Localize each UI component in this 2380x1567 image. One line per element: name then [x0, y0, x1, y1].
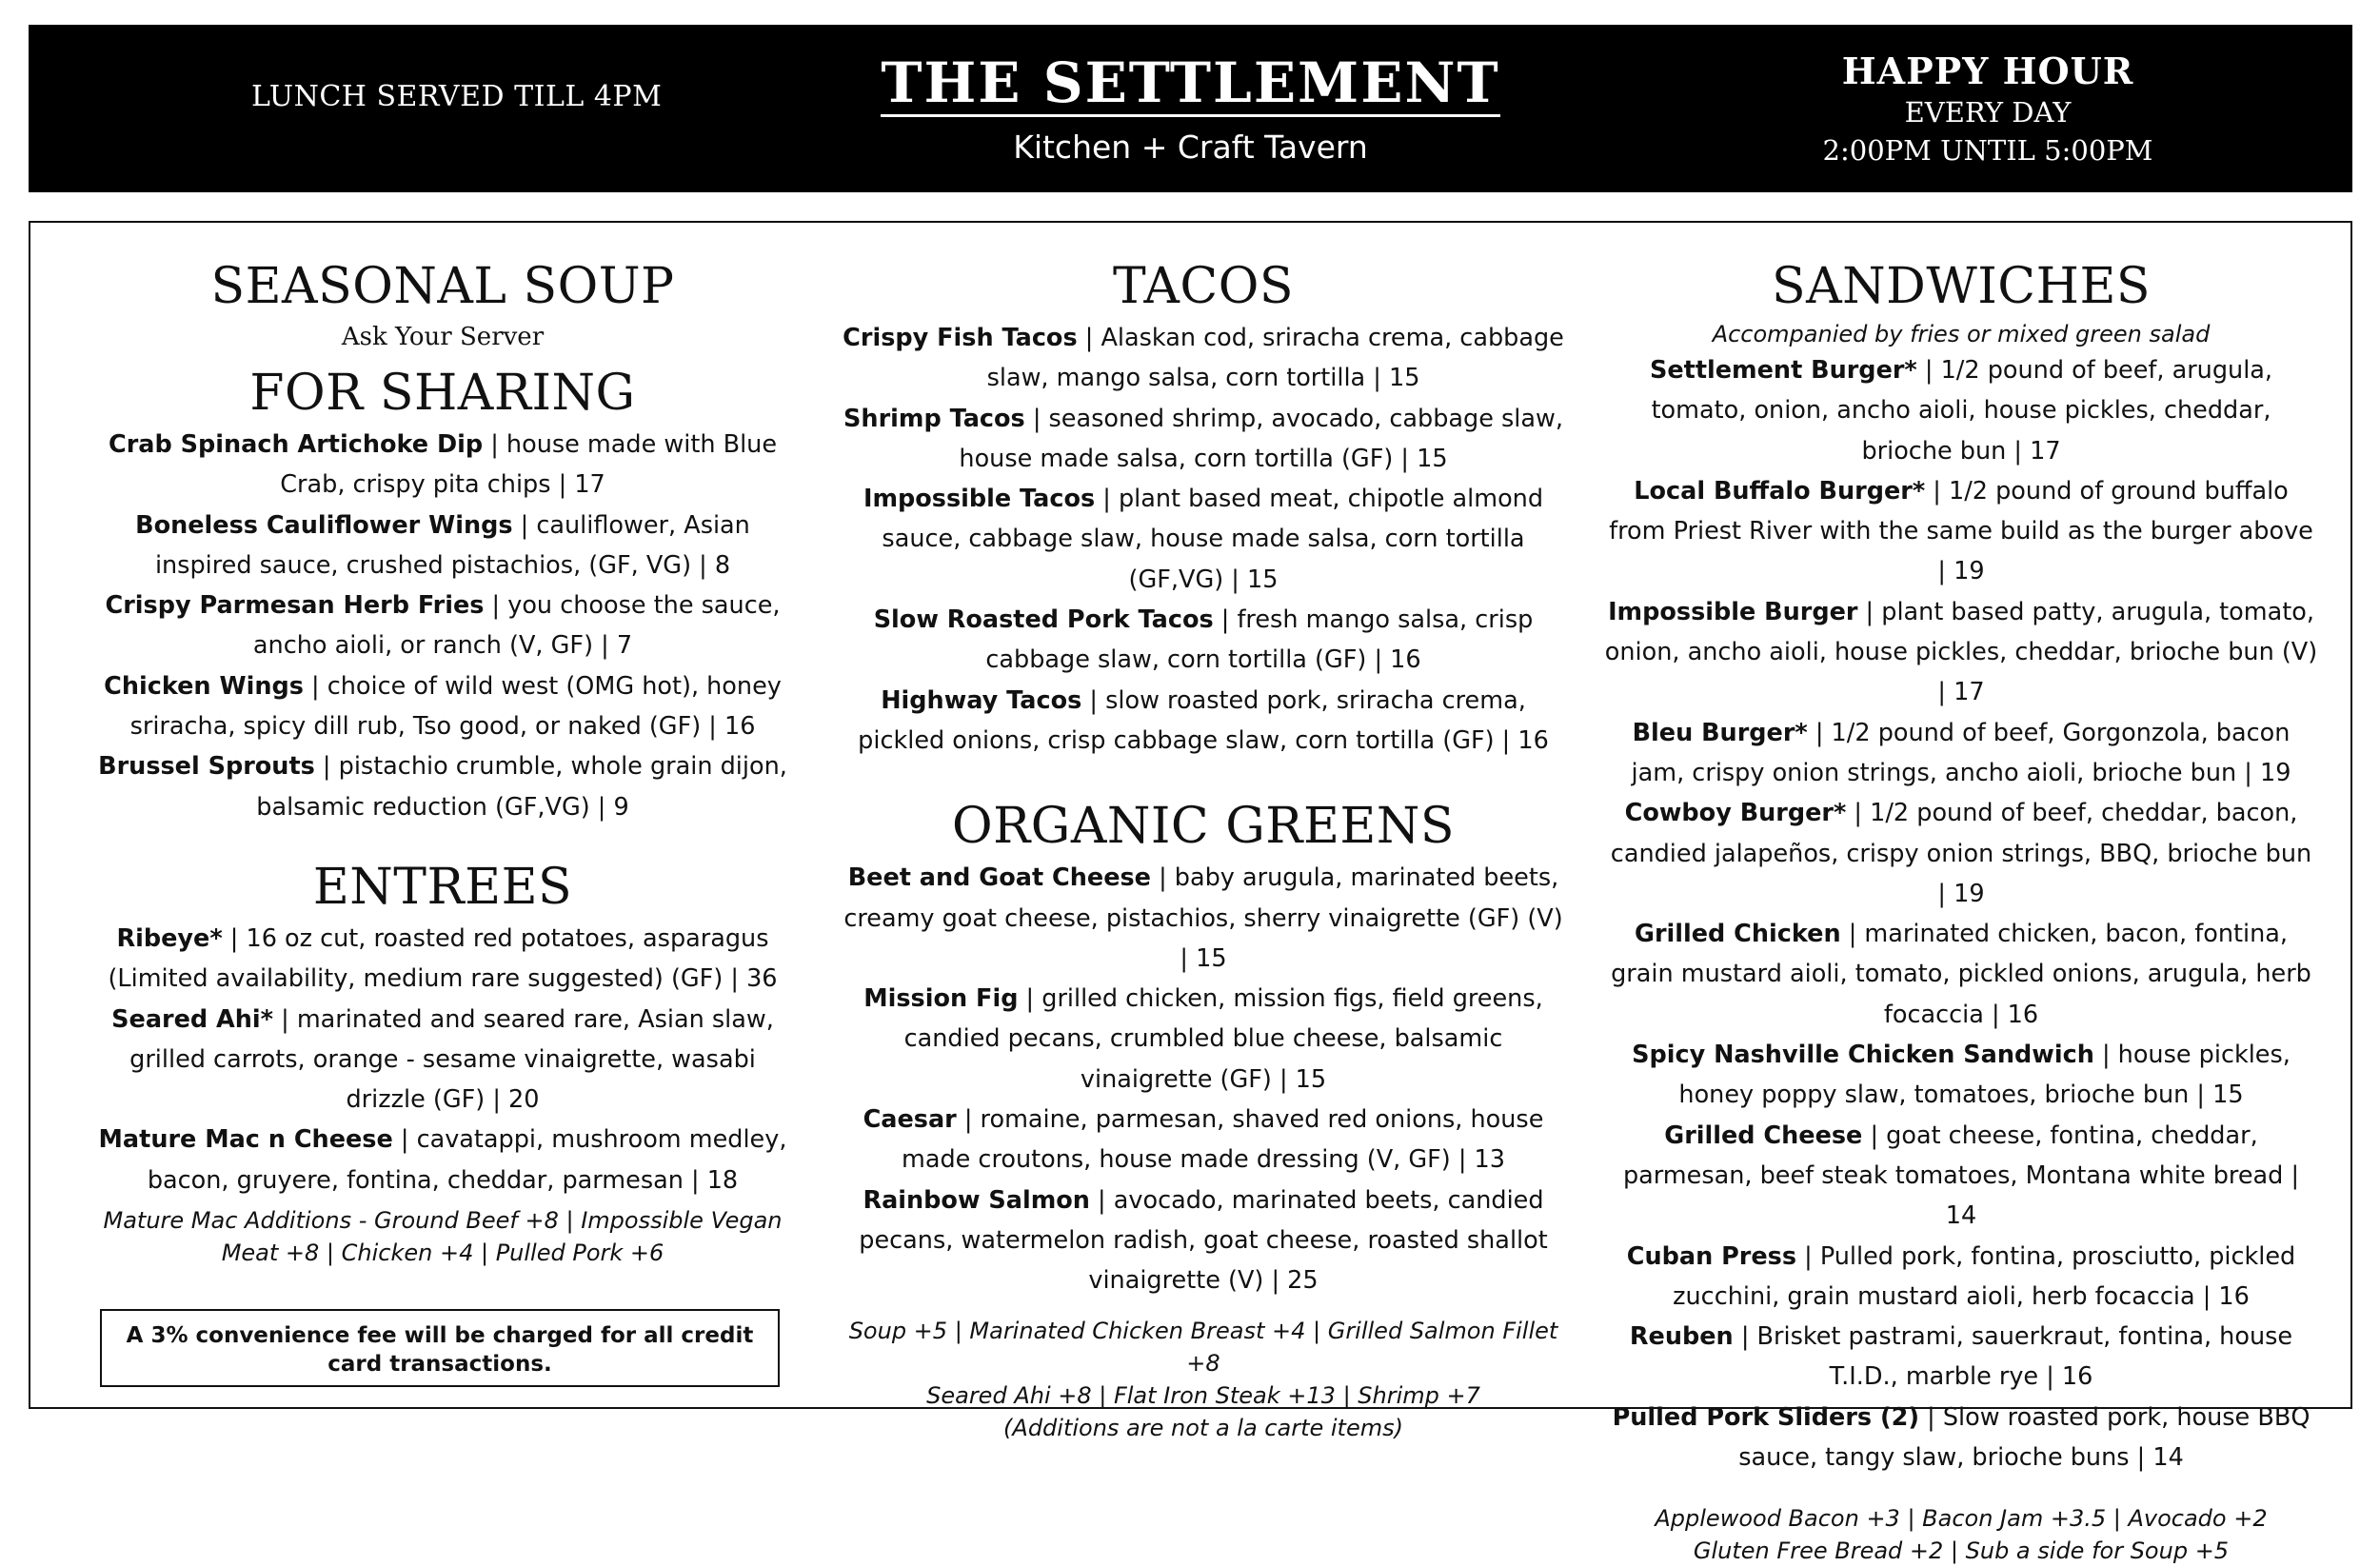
sandwich-additions: Applewood Bacon +3 | Bacon Jam +3.5 | Avocado +2	[1655, 1505, 2268, 1533]
menu-item-name: Shrimp Tacos	[843, 404, 1025, 433]
menu-item-description: | cauliflower, Asian inspired sauce, crushed pistachios, (GF, VG) | 8	[154, 510, 750, 580]
column-middle	[843, 255, 1564, 1444]
section-title: SANDWICHES	[1771, 258, 2152, 315]
menu-item-name: Grilled Cheese	[1664, 1121, 1863, 1150]
menu-item-name: Boneless Cauliflower Wings	[135, 510, 513, 540]
menu-item	[843, 600, 1564, 681]
menu-item	[89, 585, 796, 666]
menu-item-name: Slow Roasted Pork Tacos	[873, 605, 1214, 635]
menu-item-name: Crab Spinach Artichoke Dip	[108, 430, 484, 459]
menu-item-description: | 1/2 pound of beef, Gorgonzola, bacon jam, crispy onion strings, ancho aioli, brioche bun | 19	[1631, 718, 2291, 787]
menu-item-description: | 1/2 pound of beef, arugula, tomato, onion, ancho aioli, house pickles, cheddar, brioche bun | 17	[1651, 356, 2273, 466]
menu-item	[89, 425, 796, 506]
menu-item	[843, 399, 1564, 480]
menu-item-description: | Brisket pastrami, sauerkraut, fontina, house T.I.D., marble rye | 16	[1733, 1322, 2293, 1392]
sandwiches-note: Accompanied by fries or mixed green salad	[1712, 321, 2211, 347]
menu-item-name: Crispy Fish Tacos	[843, 324, 1078, 352]
menu-item-description: | 16 oz cut, roasted red potatoes, asparagus (Limited availability, medium rare suggested) (GF) | 36	[108, 923, 778, 994]
menu-item-name: Mission Fig	[863, 984, 1019, 1014]
menu-item-description: | cavatappi, mushroom medley, bacon, gruyere, fontina, cheddar, parmesan | 18	[147, 1125, 787, 1195]
greens-list	[843, 858, 1564, 1300]
menu-item	[1604, 1116, 2318, 1237]
menu-item	[1604, 1237, 2318, 1318]
greens-additions: (Additions are not a la carte items)	[1003, 1414, 1403, 1441]
menu-item-description: | house pickles, honey poppy slaw, tomatoes, brioche bun | 15	[1678, 1041, 2291, 1110]
column-left	[89, 255, 796, 1269]
menu-item-name: Highway Tacos	[881, 685, 1082, 715]
menu-item	[843, 318, 1564, 399]
lunch-hours: LUNCH SERVED TILL 4PM	[251, 80, 663, 113]
menu-item	[1604, 471, 2318, 592]
restaurant-subtitle: Kitchen + Craft Tavern	[1013, 129, 1368, 166]
fee-text: A 3% convenience fee will be charged for all credit card transactions.	[126, 1323, 754, 1377]
menu-item-name: Ribeye*	[116, 923, 223, 953]
menu-item-description: | 1/2 pound of ground buffalo from Priest River with the same build as the burger above | 19	[1609, 476, 2313, 586]
section-title: ENTREES	[312, 858, 573, 916]
menu-item-description: | 1/2 pound of beef, cheddar, bacon, candied jalapeños, crispy onion strings, BBQ, brioche bun | 19	[1610, 799, 2312, 908]
header-banner	[29, 25, 2352, 192]
menu-item-name: Reuben	[1629, 1322, 1734, 1352]
menu-item-name: Impossible Tacos	[863, 485, 1096, 514]
menu-item	[89, 666, 796, 747]
menu-item-name: Caesar	[863, 1105, 957, 1135]
menu-item-name: Chicken Wings	[104, 671, 304, 701]
convenience-fee-notice	[100, 1309, 780, 1387]
tacos-list	[843, 318, 1564, 761]
menu-item	[1604, 1035, 2318, 1116]
menu-item-description: | baby arugula, marinated beets, creamy goat cheese, pistachios, sherry vinaigrette (GF) (V) | 15	[843, 863, 1563, 973]
menu-item-name: Mature Mac n Cheese	[98, 1125, 393, 1155]
section-title: TACOS	[1113, 258, 1294, 315]
menu-item-name: Bleu Burger*	[1632, 718, 1808, 747]
menu-item	[89, 919, 796, 1000]
menu-item-name: Brussel Sprouts	[98, 752, 315, 782]
menu-item-description: | you choose the sauce, ancho aioli, or ranch (V, GF) | 7	[252, 591, 781, 661]
happy-hour	[1721, 50, 2254, 169]
column-right	[1604, 255, 2318, 1567]
menu-item-name: Cowboy Burger*	[1624, 799, 1847, 828]
section-title: ORGANIC GREENS	[952, 798, 1455, 856]
menu-item	[1604, 592, 2318, 713]
menu-item	[1604, 1317, 2318, 1398]
menu-item-description: | avocado, marinated beets, candied pecans, watermelon radish, goat cheese, roasted shallot vinaigrette (V) | 25	[859, 1185, 1548, 1296]
menu-item-description: | pistachio crumble, whole grain dijon, balsamic reduction (GF,VG) | 9	[256, 752, 787, 822]
menu-item	[1604, 1398, 2318, 1478]
menu-item-description: | plant based meat, chipotle almond sauce, cabbage slaw, house made salsa, corn tortilla (GF,VG) | 15	[882, 485, 1544, 594]
entrees-list	[89, 919, 796, 1200]
soup-note: Ask Your Server	[341, 323, 545, 351]
menu-item-description: | slow roasted pork, sriracha crema, pickled onions, crisp cabbage slaw, corn tortilla (GF) | 16	[858, 685, 1549, 755]
menu-item-name: Settlement Burger*	[1649, 356, 1917, 385]
menu-item-name: Crispy Parmesan Herb Fries	[105, 591, 485, 621]
menu-item-name: Pulled Pork Sliders (2)	[1612, 1402, 1920, 1432]
menu-item-name: Local Buffalo Burger*	[1634, 476, 1926, 506]
menu-item-description: | marinated chicken, bacon, fontina, grain mustard aioli, tomato, pickled onions, arugula, herb focaccia | 16	[1611, 920, 2311, 1029]
menu-item-description: | Pulled pork, fontina, prosciutto, pickled zucchini, grain mustard aioli, herb focaccia | 16	[1673, 1241, 2296, 1311]
menu-item-description: | romaine, parmesan, shaved red onions, house made croutons, house made dressing (V, GF) | 13	[901, 1105, 1544, 1175]
happy-hour-title: HAPPY HOUR	[1841, 50, 2134, 92]
greens-additions: Soup +5 | Marinated Chicken Breast +4 | Grilled Salmon Fillet +8	[848, 1317, 1558, 1377]
menu-item-description: | seasoned shrimp, avocado, cabbage slaw, house made salsa, corn tortilla (GF) | 15	[959, 404, 1563, 473]
menu-item	[1604, 793, 2318, 914]
menu-item-description: | plant based patty, arugula, tomato, onion, ancho aioli, house pickles, cheddar, brioche bun (V) | 17	[1604, 597, 2318, 707]
section-title: SEASONAL SOUP	[210, 258, 675, 315]
menu-item-name: Rainbow Salmon	[863, 1185, 1090, 1215]
entree-additions: Mature Mac Additions - Ground Beef +8 | Impossible Vegan Meat +8 | Chicken +4 | Pulled Pork +6	[103, 1207, 783, 1267]
menu-item	[89, 746, 796, 827]
menu-item-description: | fresh mango salsa, crisp cabbage slaw, corn tortilla (GF) | 16	[985, 605, 1534, 675]
restaurant-name: THE SETTLEMENT	[881, 50, 1500, 115]
menu-item	[843, 858, 1564, 979]
menu-item-description: | grilled chicken, mission figs, field greens, candied pecans, crumbled blue cheese, balsamic vinaigrette (GF) | 15	[903, 984, 1543, 1094]
menu-item-description: | choice of wild west (OMG hot), honey sriracha, spicy dill rub, Tso good, or naked (GF) | 16	[129, 671, 782, 742]
happy-hour-time: 2:00PM UNTIL 5:00PM	[1822, 134, 2153, 167]
section-title: FOR SHARING	[249, 365, 636, 422]
sandwich-additions: Gluten Free Bread +2 | Sub a side for Soup +5	[1693, 1537, 2230, 1565]
menu-item-description: | house made with Blue Crab, crispy pita chips | 17	[280, 430, 778, 500]
menu-item	[89, 506, 796, 586]
menu-item-name: Beet and Goat Cheese	[847, 863, 1151, 893]
menu-item-name: Spicy Nashville Chicken Sandwich	[1632, 1041, 2094, 1070]
menu-item	[89, 1000, 796, 1121]
sandwiches-list	[1604, 350, 2318, 1478]
menu-item-name: Impossible Burger	[1608, 597, 1858, 626]
menu-item-description: | marinated and seared rare, Asian slaw, grilled carrots, orange - sesame vinaigrette, wasabi drizzle (GF) | 20	[129, 1004, 774, 1115]
menu-item	[843, 979, 1564, 1100]
menu-item-name: Cuban Press	[1626, 1241, 1797, 1271]
menu-item-name: Grilled Chicken	[1635, 920, 1841, 949]
menu-item	[843, 1180, 1564, 1301]
happy-hour-days: EVERY DAY	[1904, 96, 2072, 129]
menu-item	[1604, 350, 2318, 471]
menu-item	[1604, 914, 2318, 1035]
menu-item	[89, 1120, 796, 1200]
menu-item-name: Seared Ahi*	[111, 1004, 274, 1034]
sharing-list	[89, 425, 796, 827]
menu-item	[843, 479, 1564, 600]
menu-item	[843, 1100, 1564, 1180]
greens-additions: Seared Ahi +8 | Flat Iron Steak +13 | Shrimp +7	[926, 1381, 1480, 1409]
menu-item-description: | Slow roasted pork, house BBQ sauce, tangy slaw, brioche buns | 14	[1738, 1402, 2311, 1473]
menu-item	[1604, 713, 2318, 794]
menu-item-description: | Alaskan cod, sriracha crema, cabbage slaw, mango salsa, corn tortilla | 15	[986, 324, 1564, 393]
menu-item	[843, 681, 1564, 762]
menu-item-description: | goat cheese, fontina, cheddar, parmesan, beef steak tomatoes, Montana white bread | 14	[1622, 1121, 2300, 1231]
